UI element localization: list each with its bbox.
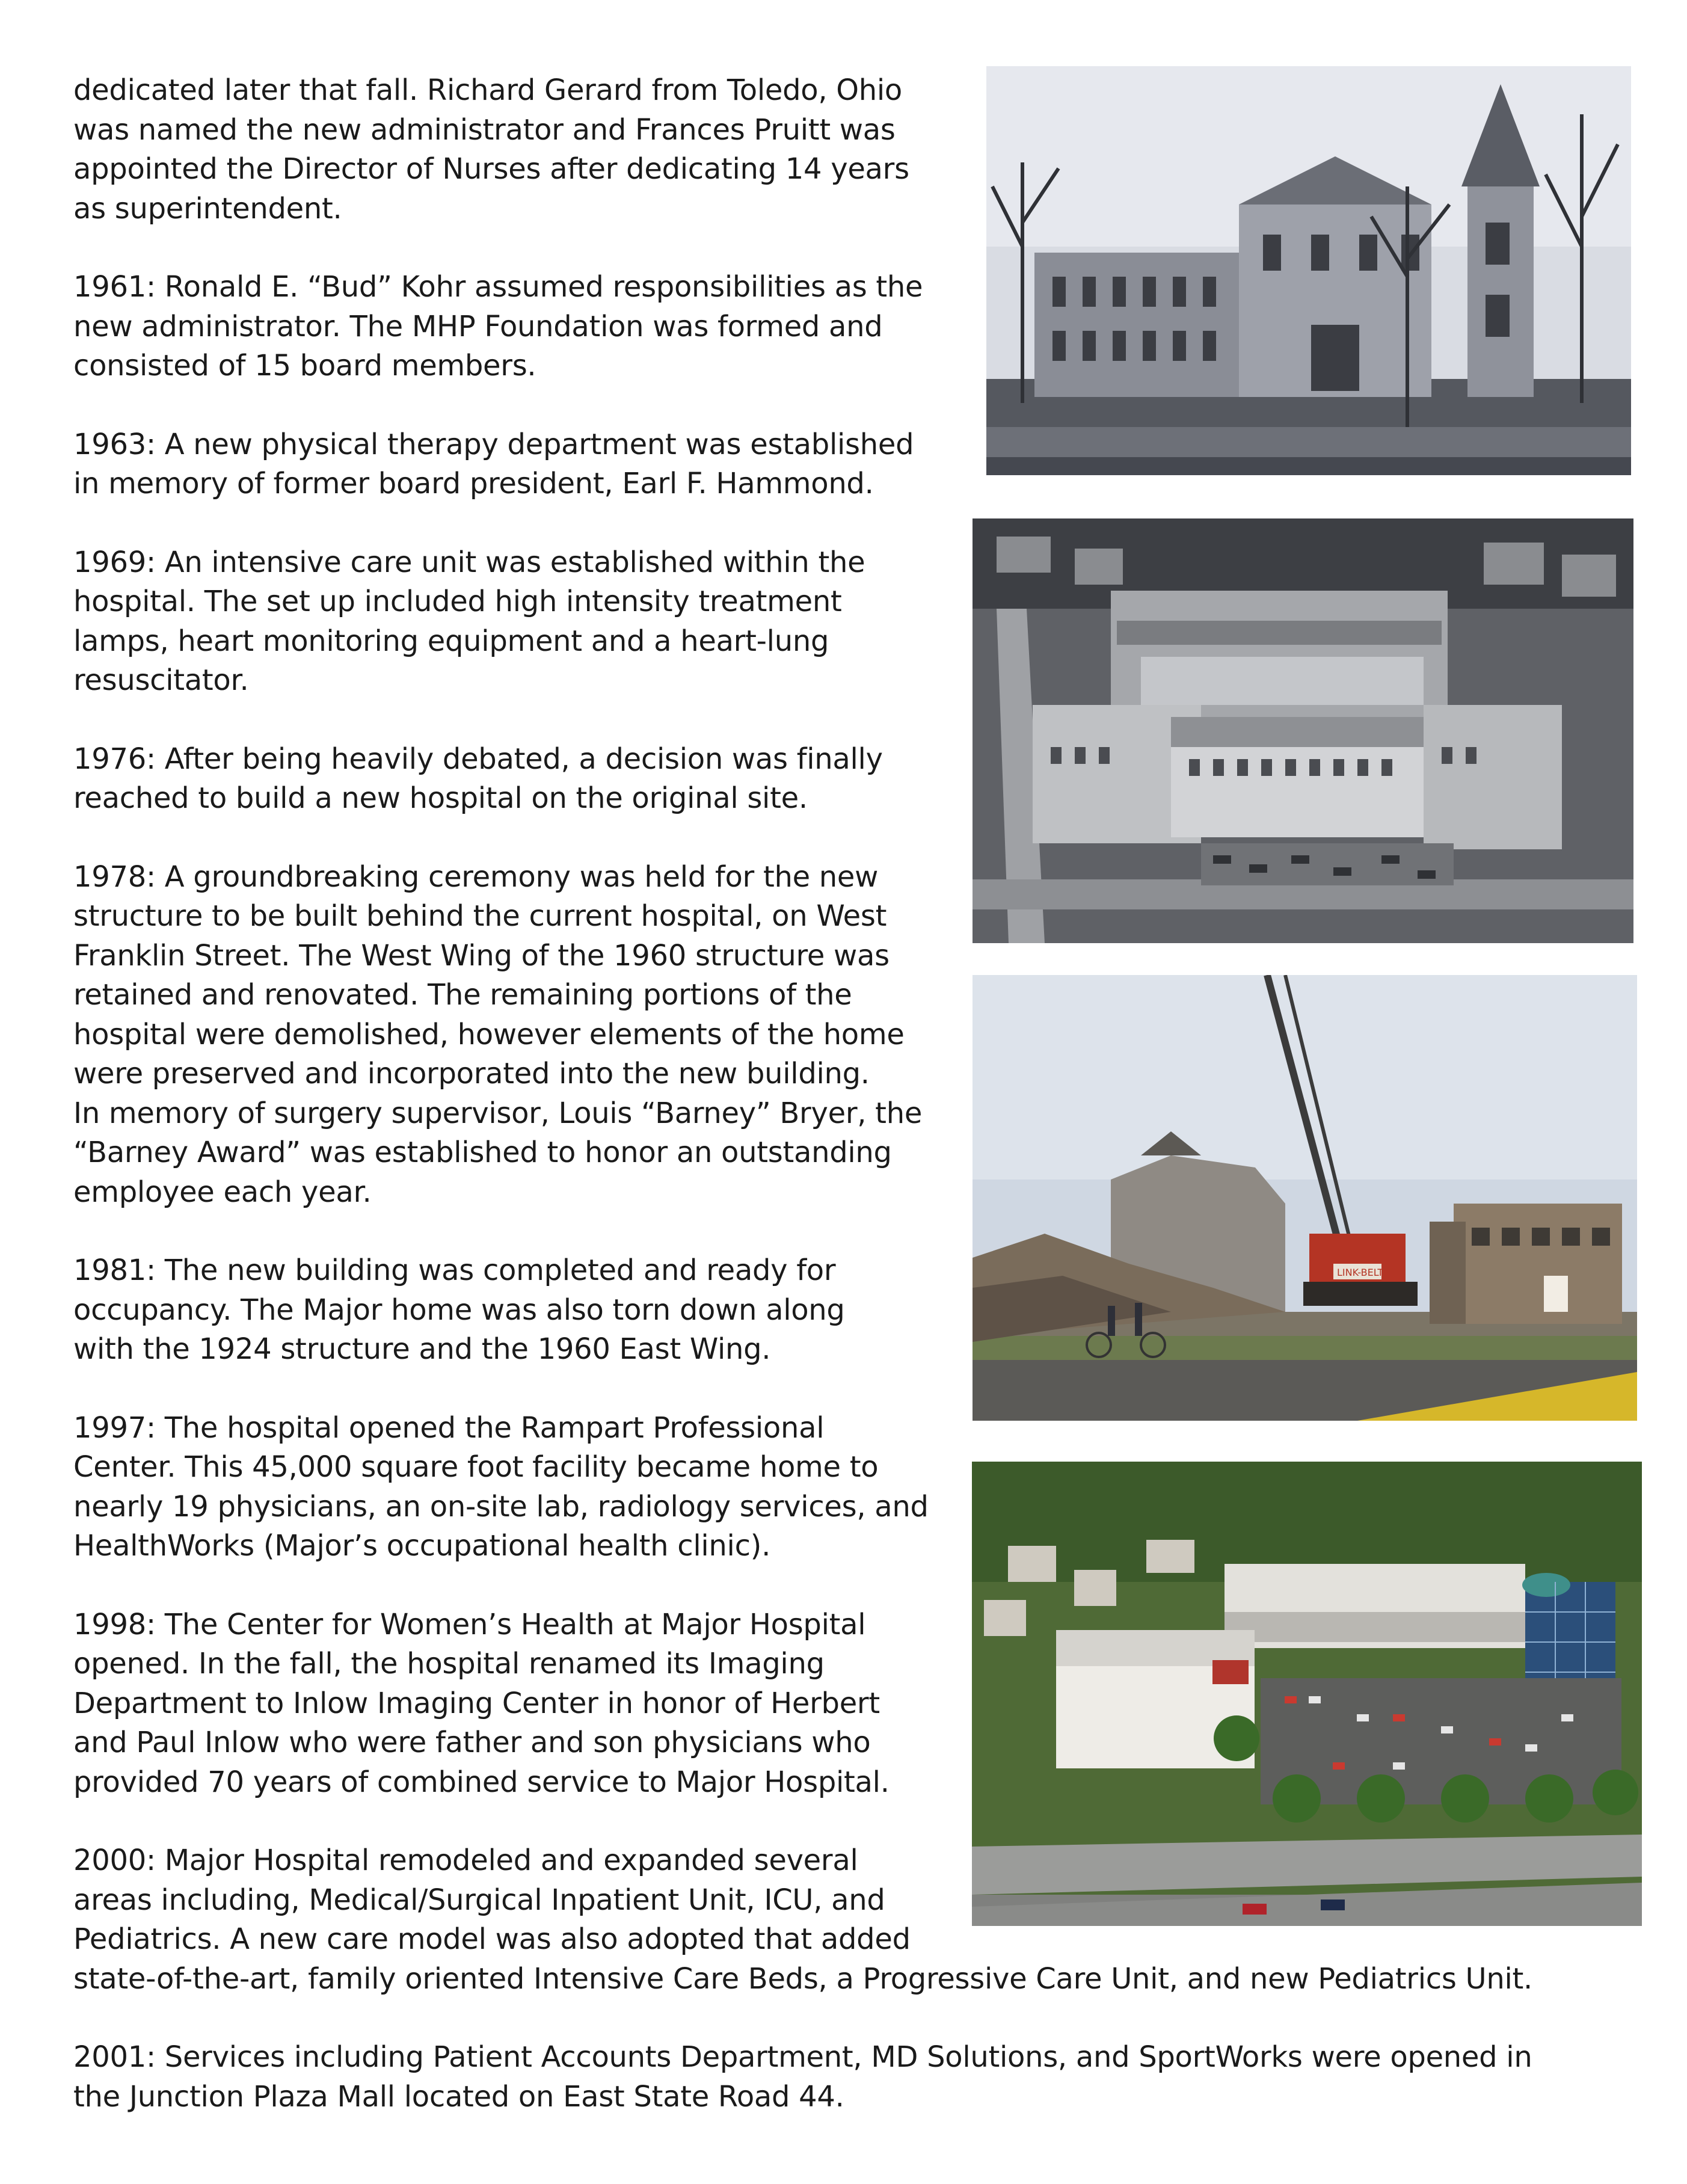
paragraph-1976: 1976: After being heavily debated, a decision was finally reached to build a new hospital on the original site. <box>73 742 883 815</box>
paragraph-2000: 2000: Major Hospital remodeled and expanded several areas including, Medical/Surgical Inpatient Unit, ICU, and Pediatrics. A new care model was also adopted that added state-of-the-art, family oriented Intensive Care Beds, a Progressive Care Unit, and new Pediatrics Unit. <box>73 1844 1532 1996</box>
paragraph-1961: 1961: Ronald E. “Bud” Kohr assumed responsibilities as the new administrator. The MHP Foundation was formed and consisted of 15 board members. <box>73 270 923 383</box>
paragraph-1950s: dedicated later that fall. Richard Gerard from Toledo, Ohio was named the new administrator and Frances Pruitt was appointed the Director of Nurses after dedicating 14 years as superintendent. <box>73 73 909 226</box>
paragraph-1981: 1981: The new building was completed and ready for occupancy. The Major home was also torn down along with the 1924 structure and the 1960 East Wing. <box>73 1253 845 1366</box>
aerial-hospital-bw-photo <box>973 518 1633 943</box>
historic-mansion-photo <box>986 66 1631 475</box>
paragraph-1978: 1978: A groundbreaking ceremony was held for the new structure to be built behind the current hospital, on West Franklin Street. The West Wing of the 1960 structure was retained and renovated. The remaining portions of the hospital were demolished, however elements of the home were preserved and incorporated into the new building. In memory of surgery supervisor, Louis “Barney” Bryer, the “Barney Award” was established to honor an outstanding employee each year. <box>73 860 923 1209</box>
aerial-modern-hospital-photo <box>972 1462 1642 1926</box>
demolition-crane-photo <box>973 975 1637 1421</box>
paragraph-1998: 1998: The Center for Women’s Health at Major Hospital opened. In the fall, the hospital renamed its Imaging Department to Inlow Imaging Center in honor of Herbert and Paul Inlow who were father and son physicians who provided 70 years of combined service to Major Hospital. <box>73 1607 890 1799</box>
paragraph-1963: 1963: A new physical therapy department was established in memory of former board president, Earl F. Hammond. <box>73 427 914 500</box>
crane-sign-text: LINK-BELT <box>1337 1267 1384 1278</box>
paragraph-1997: 1997: The hospital opened the Rampart Professional Center. This 45,000 square foot facility became home to nearly 19 physicians, an on-site lab, radiology services, and HealthWorks (Major’s occupational health clinic). <box>73 1410 929 1563</box>
paragraph-1969: 1969: An intensive care unit was established within the hospital. The set up included high intensity treatment lamps, heart monitoring equipment and a heart-lung resuscitator. <box>73 545 865 697</box>
paragraph-2001: 2001: Services including Patient Accounts Department, MD Solutions, and SportWorks were opened in the Junction Plaza Mall located on East State Road 44. <box>73 2040 1532 2114</box>
